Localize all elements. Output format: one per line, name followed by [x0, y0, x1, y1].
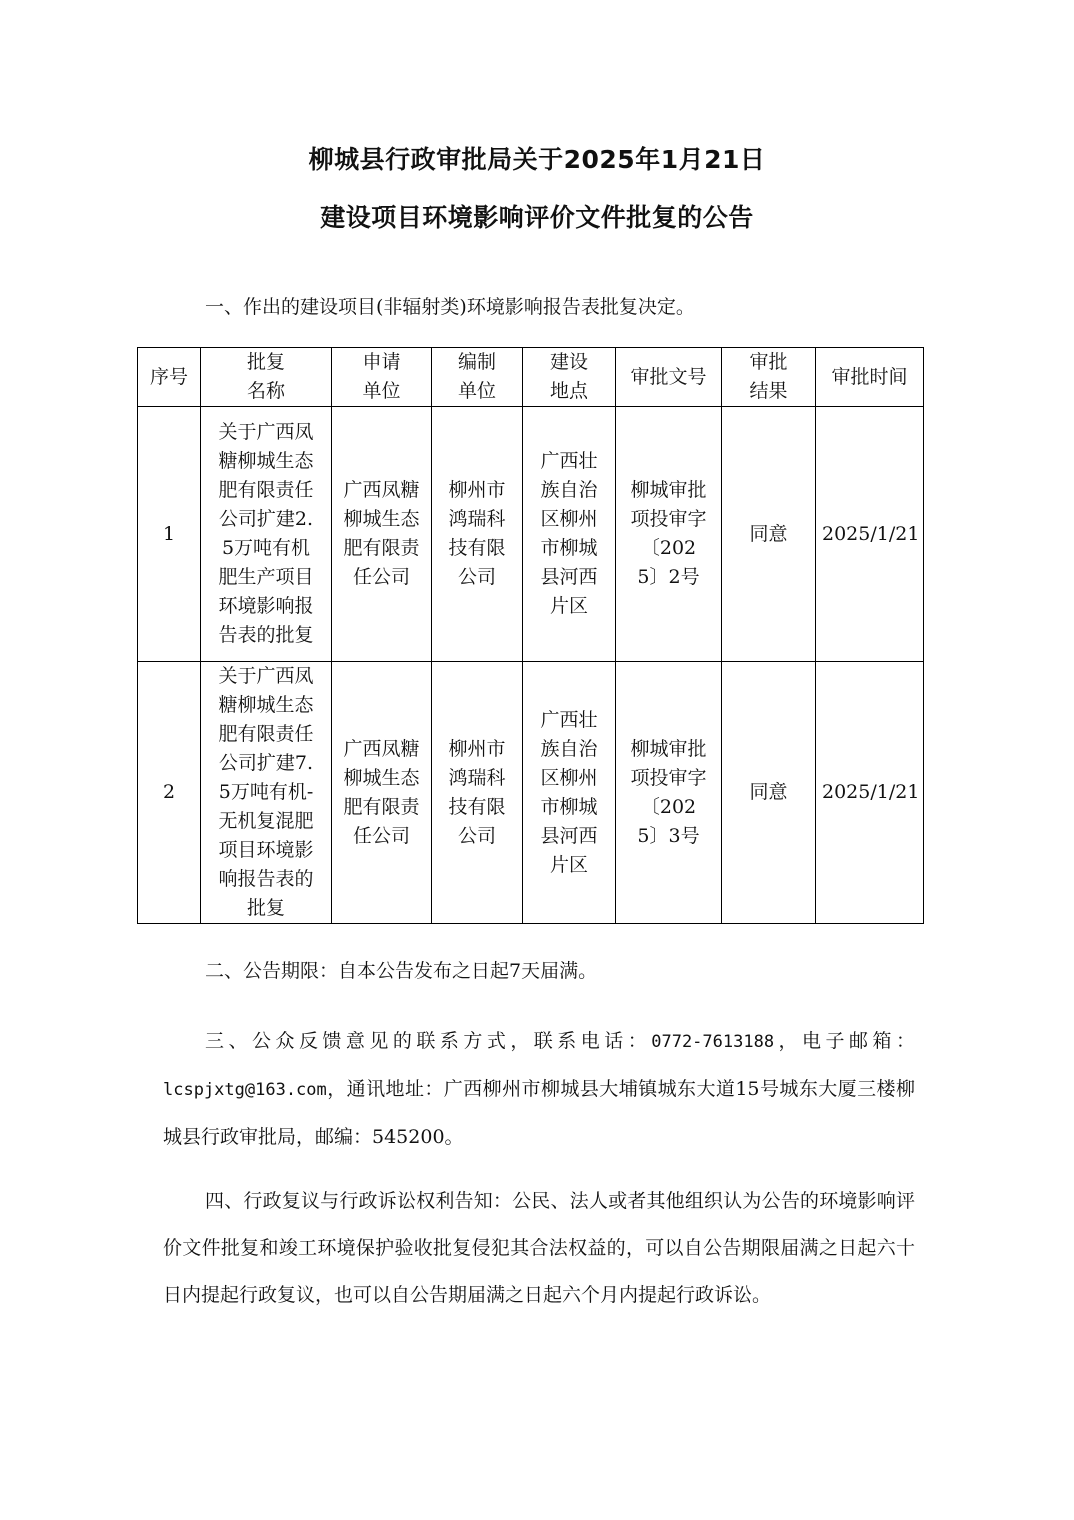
header-doc-no: 审批文号 [616, 348, 722, 407]
section-4-legal-rights: 四、行政复议与行政诉讼权利告知：公民、法人或者其他组织认为公告的环境影响评价文件批复和竣工环境保护验收批复侵犯其合法权益的，可以自公告期限届满之日起六十日内提起行政复议，也可以自公告期届满之日起六个月内提起行政诉讼。 [163, 1190, 915, 1306]
header-result: 审批结果 [722, 348, 816, 407]
section-2-notice-period: 二、公告期限：自本公告发布之日起7天届满。 [205, 960, 598, 982]
cell-date: 2025/1/21 [816, 407, 924, 662]
cell-name: 关于广西凤糖柳城生态肥有限责任公司扩建7.5万吨有机-无机复混肥项目环境影响报告表的批复 [201, 662, 332, 924]
header-preparer: 编制单位 [432, 348, 523, 407]
cell-location: 广西壮族自治区柳州市柳城县河西片区 [523, 407, 616, 662]
cell-applicant: 广西凤糖柳城生态肥有限责任公司 [332, 662, 432, 924]
cell-preparer: 柳州市鸿瑞科技有限公司 [432, 407, 523, 662]
contact-phone: 0772-7613188 [651, 1032, 775, 1052]
cell-preparer: 柳州市鸿瑞科技有限公司 [432, 662, 523, 924]
header-date: 审批时间 [816, 348, 924, 407]
cell-date: 2025/1/21 [816, 662, 924, 924]
header-no: 序号 [138, 348, 201, 407]
section-3-contact [163, 1018, 915, 1161]
header-location: 建设地点 [523, 348, 616, 407]
cell-result: 同意 [722, 407, 816, 662]
table-row [138, 662, 924, 924]
contact-email: lcspjxtg@163.com [163, 1080, 327, 1100]
cell-name: 关于广西凤糖柳城生态肥有限责任公司扩建2.5万吨有机肥生产项目环境影响报告表的批复 [201, 407, 332, 662]
cell-location: 广西壮族自治区柳州市柳城县河西片区 [523, 662, 616, 924]
cell-result: 同意 [722, 662, 816, 924]
contact-intro: 三、公众反馈意见的联系方式，联系电话： [205, 1030, 652, 1052]
cell-applicant: 广西凤糖柳城生态肥有限责任公司 [332, 407, 432, 662]
header-applicant: 申请单位 [332, 348, 432, 407]
cell-no: 2 [138, 662, 201, 924]
approvals-table [137, 347, 924, 924]
cell-no: 1 [138, 407, 201, 662]
document-title-line1: 柳城县行政审批局关于2025年1月21日 [308, 145, 766, 174]
contact-address: ，通讯地址：广西柳州市柳城县大埔镇城东大道15号城东大厦三楼柳城县行政审批局，邮编：545200。 [163, 1078, 915, 1148]
table-header-row [138, 348, 924, 407]
document-title-line2: 建设项目环境影响评价文件批复的公告 [320, 203, 754, 232]
cell-doc-no: 柳城审批项投审字〔2025〕2号 [616, 407, 722, 662]
contact-email-label: ，电子邮箱： [774, 1030, 915, 1052]
header-name: 批复名称 [201, 348, 332, 407]
table-row [138, 407, 924, 662]
cell-doc-no: 柳城审批项投审字〔2025〕3号 [616, 662, 722, 924]
section-1-heading: 一、作出的建设项目(非辐射类)环境影响报告表批复决定。 [205, 296, 695, 318]
